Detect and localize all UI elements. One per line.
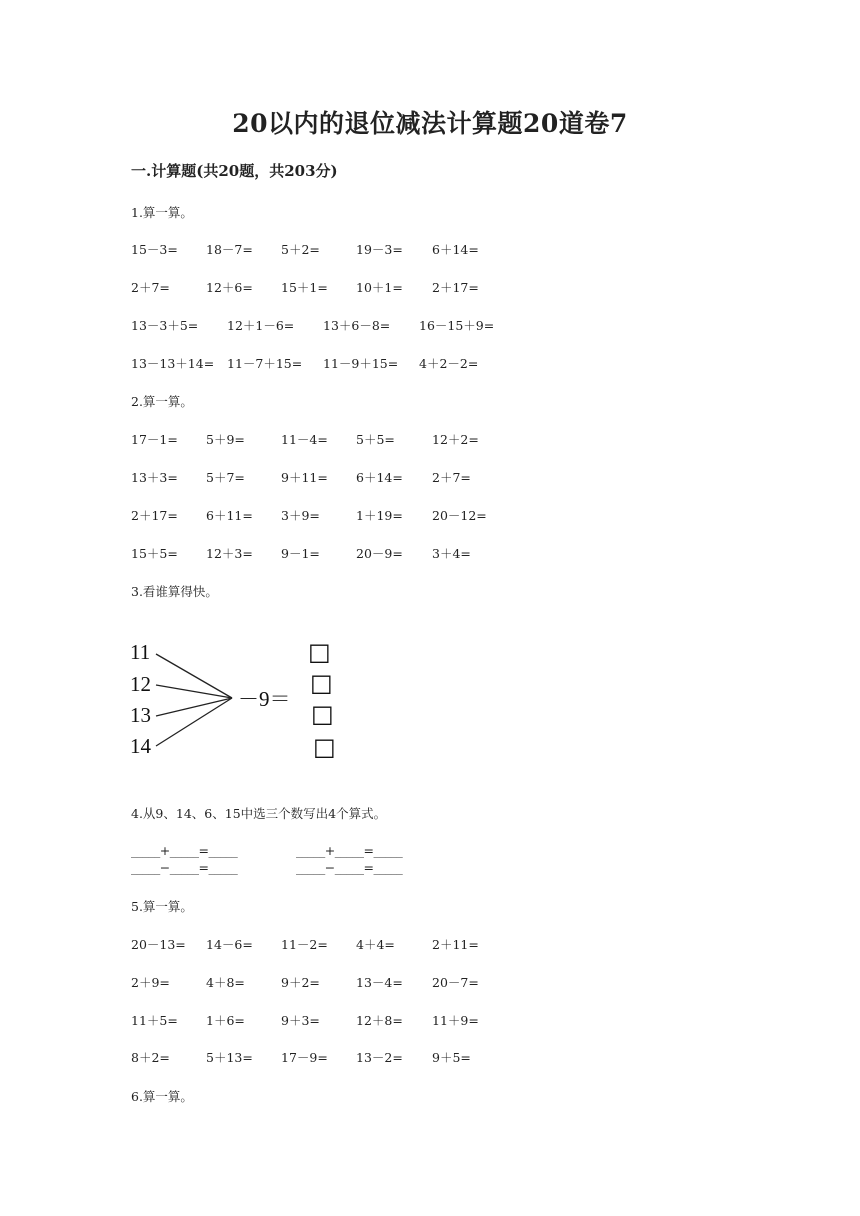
minuend-number: 14 bbox=[130, 734, 151, 758]
equation: 20－9= bbox=[356, 546, 403, 561]
equation: 13－4= bbox=[356, 975, 403, 990]
equation: 8＋2= bbox=[131, 1050, 170, 1065]
equation: 2＋9= bbox=[131, 975, 170, 990]
equation: 12＋2= bbox=[432, 432, 479, 447]
equation: 15－3= bbox=[131, 242, 178, 257]
answer-box: □ bbox=[308, 638, 331, 666]
equation: 4＋2－2= bbox=[419, 356, 479, 371]
equation: 3＋4= bbox=[432, 546, 471, 561]
connector-line bbox=[156, 698, 232, 746]
question-1-title: 1.算一算。 bbox=[131, 205, 193, 220]
equation: 2＋17= bbox=[432, 280, 479, 295]
equation: 1＋6= bbox=[206, 1013, 245, 1028]
minuend-number: 11 bbox=[130, 640, 151, 664]
equation: 11－4= bbox=[281, 432, 328, 447]
equation: 9＋3= bbox=[281, 1013, 320, 1028]
equation: 4＋4= bbox=[356, 937, 395, 952]
equation: 2＋7= bbox=[131, 280, 170, 295]
equation: 4＋8= bbox=[206, 975, 245, 990]
equation: 12＋3= bbox=[206, 546, 253, 561]
equation: 12＋8= bbox=[356, 1013, 403, 1028]
equation-blank: _____−_____=_____ bbox=[131, 860, 238, 875]
equation-blank: _____+_____=_____ bbox=[296, 843, 403, 858]
operation-text: －9＝ bbox=[238, 687, 291, 711]
equation: 14－6= bbox=[206, 937, 253, 952]
equation: 2＋11= bbox=[432, 937, 479, 952]
subtraction-fan-figure bbox=[128, 634, 338, 764]
equation: 5＋2= bbox=[281, 242, 320, 257]
equation: 6＋14= bbox=[356, 470, 403, 485]
equation: 2＋7= bbox=[432, 470, 471, 485]
equation: 17－1= bbox=[131, 432, 178, 447]
section-heading: 一.计算题(共20题，共203分) bbox=[131, 162, 338, 180]
equation: 15＋5= bbox=[131, 546, 178, 561]
equation: 20－12= bbox=[432, 508, 487, 523]
equation: 12＋1－6= bbox=[227, 318, 295, 333]
question-2-title: 2.算一算。 bbox=[131, 394, 193, 409]
equation: 5＋7= bbox=[206, 470, 245, 485]
equation: 15＋1= bbox=[281, 280, 328, 295]
equation-blank: _____+_____=_____ bbox=[131, 843, 238, 858]
minuend-number: 12 bbox=[130, 672, 151, 696]
equation: 17－9= bbox=[281, 1050, 328, 1065]
equation: 3＋9= bbox=[281, 508, 320, 523]
equation: 11＋9= bbox=[432, 1013, 479, 1028]
question-6-title: 6.算一算。 bbox=[131, 1089, 193, 1104]
equation: 9＋11= bbox=[281, 470, 328, 485]
equation: 16－15＋9= bbox=[419, 318, 495, 333]
answer-box: □ bbox=[311, 700, 334, 728]
page-title: 20以内的退位减法计算题20道卷7 bbox=[232, 109, 628, 138]
equation: 18－7= bbox=[206, 242, 253, 257]
question-5-title: 5.算一算。 bbox=[131, 899, 193, 914]
equation: 10＋1= bbox=[356, 280, 403, 295]
equation: 11－7＋15= bbox=[227, 356, 303, 371]
equation: 11－2= bbox=[281, 937, 328, 952]
equation: 5＋9= bbox=[206, 432, 245, 447]
equation: 20－13= bbox=[131, 937, 186, 952]
equation: 11＋5= bbox=[131, 1013, 178, 1028]
equation: 13＋3= bbox=[131, 470, 178, 485]
equation: 13－3＋5= bbox=[131, 318, 199, 333]
minuend-number: 13 bbox=[130, 703, 151, 727]
equation: 20－7= bbox=[432, 975, 479, 990]
equation: 1＋19= bbox=[356, 508, 403, 523]
answer-box: □ bbox=[310, 669, 333, 697]
equation: 9＋5= bbox=[432, 1050, 471, 1065]
equation: 5＋13= bbox=[206, 1050, 253, 1065]
equation: 13－2= bbox=[356, 1050, 403, 1065]
equation: 9－1= bbox=[281, 546, 320, 561]
equation-blank: _____−_____=_____ bbox=[296, 860, 403, 875]
equation: 2＋17= bbox=[131, 508, 178, 523]
question-3-title: 3.看谁算得快。 bbox=[131, 584, 218, 599]
equation: 13＋6－8= bbox=[323, 318, 391, 333]
equation: 12＋6= bbox=[206, 280, 253, 295]
equation: 13－13＋14= bbox=[131, 356, 215, 371]
equation: 6＋14= bbox=[432, 242, 479, 257]
equation: 9＋2= bbox=[281, 975, 320, 990]
equation: 5＋5= bbox=[356, 432, 395, 447]
answer-box: □ bbox=[313, 733, 336, 761]
question-4-title: 4.从9、14、6、15中选三个数写出4个算式。 bbox=[131, 806, 387, 821]
equation: 6＋11= bbox=[206, 508, 253, 523]
connector-line bbox=[156, 698, 232, 716]
equation: 19－3= bbox=[356, 242, 403, 257]
equation: 11－9＋15= bbox=[323, 356, 399, 371]
